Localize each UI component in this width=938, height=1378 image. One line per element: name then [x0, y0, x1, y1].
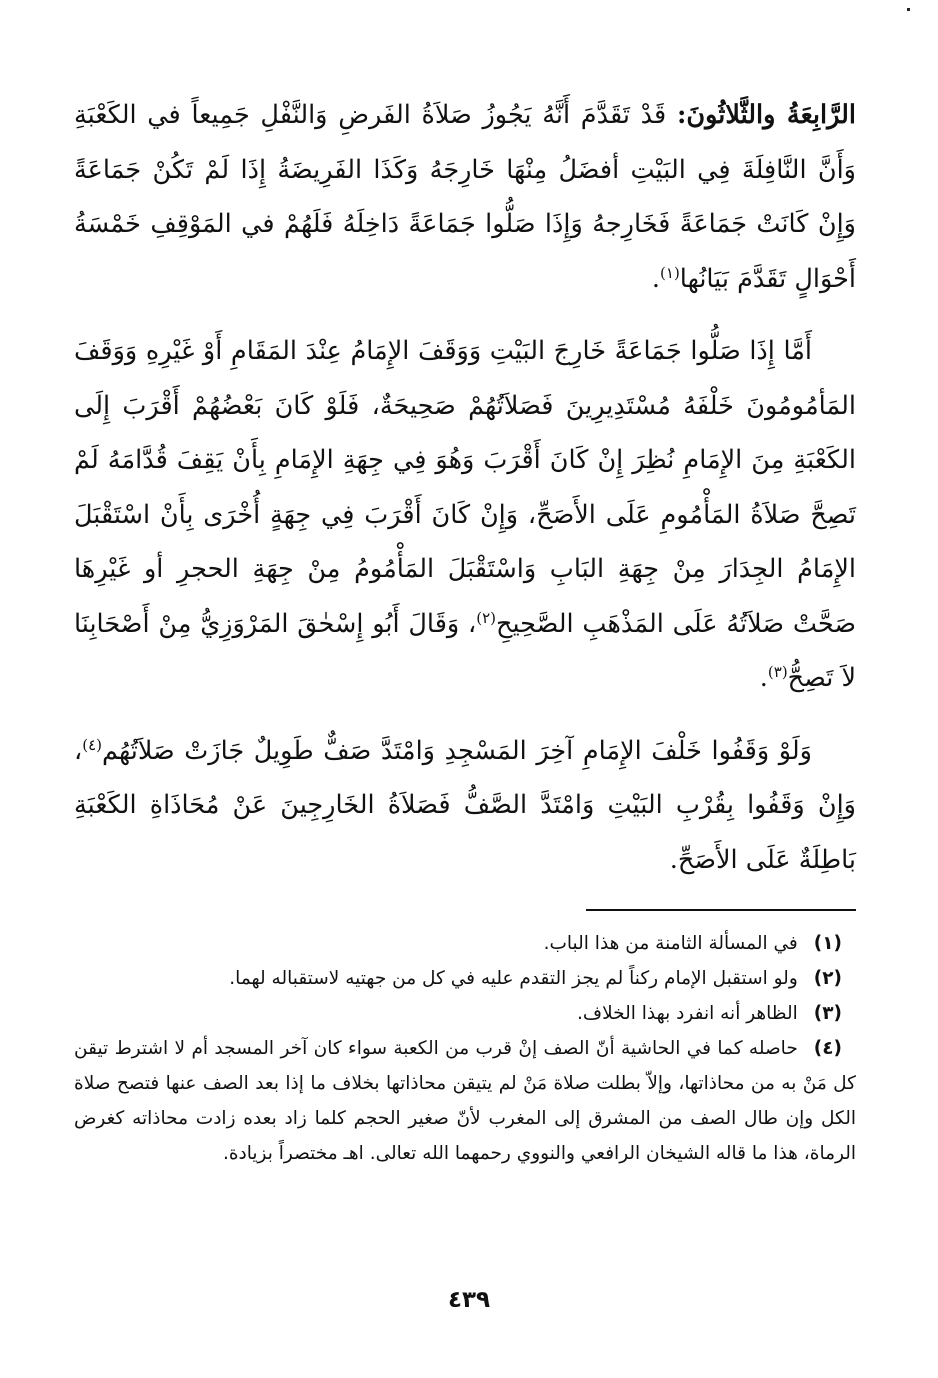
footnote-ref-4: (٤) — [82, 735, 103, 754]
paragraph-1-text: قَدْ تَقَدَّمَ أَنَّهُ يَجُوزُ صَلاَةُ الفَرضِ وَالنَّفْلِ جَمِيعاً في الكَعْبَةِ وَأَنَّ النَّافِلَةَ فِي البَيْتِ أفضَلُ مِنْهَا خَارِجَهُ وَكَذَا الفَرِيضَةُ إِذَا لَمْ تَكُنْ جَمَاعَةً وَإِنْ كَانَتْ جَمَاعَةً فَخَارِجهُ وَإِذَا صَلُّوا جَمَاعَةً دَاخِلَهُ فَلَهُمْ في المَوْقِفِ خَمْسَةُ أَحْوَالٍ تَقَدَّمَ بَيَانُها — [74, 100, 856, 294]
page-number: ٤٣٩ — [447, 1287, 491, 1313]
paragraph-2-text-a: أَمَّا إِذَا صَلُّوا جَمَاعَةً خَارِجَ البَيْتِ وَوَقَفَ الإِمَامُ عِنْدَ المَقَامِ أَوْ غَيْرِهِ وَوَقَفَ المَأمُومُونَ خَلْفَهُ مُسْتَدِيرِينَ فَصَلاَتُهُمْ صَحِيحَةٌ، فَلَوْ كَانَ بَعْضُهُمْ أَقْرَبَ إِلَى الكَعْبَةِ مِنَ الإِمَامِ نُظِرَ إِنْ كَانَ أَقْرَبَ وَهُوَ فِي جِهَةِ الإِمَامِ بِأَنْ يَقِفَ قُدَّامَهُ لَمْ تَصِحَّ صَلاَةُ المَأْمُومِ عَلَى الأَصَحِّ، وَإِنْ كَانَ أَقْرَبَ فِي جِهَةٍ أُخْرَى بِأَنْ اسْتَقْبَلَ الإِمَامُ الجِدَارَ مِنْ جِهَةِ البَابِ وَاسْتَقْبَلَ المَأْمُومُ مِنْ جِهَةِ الحجرِ أو غَيْرِهَا صَحَّتْ صَلاَتُهُ عَلَى المَذْهَبِ الصَّحِيحِ — [74, 336, 856, 639]
footnote-ref-3: (٣) — [767, 663, 788, 681]
footnote-ref-1: (١) — [660, 263, 680, 282]
footnote-separator — [586, 909, 856, 911]
paragraph-3-text-b: ، وَإِنْ وَقَفُوا بِقُرْبِ البَيْتِ وَامْتَدَّ الصَّفُّ فَصَلاَةُ الخَارِجِينَ عَنْ مُحَاذَاةِ الكَعْبَةِ بَاطِلَةٌ عَلَى الأَصَحِّ. — [74, 735, 856, 875]
paragraph-2-end: . — [759, 663, 768, 693]
paragraph-1-end: . — [651, 263, 661, 294]
footnote-number: (١) — [813, 933, 842, 954]
footnote-3 — [74, 996, 856, 1031]
paragraph-2-text-b: ، وَقَالَ أَبُو إِسْحٰقَ المَرْوَزِيُّ مِنْ أَصْحَابِنَا لاَ تَصِحُّ — [74, 608, 856, 693]
footnote-2 — [74, 961, 856, 996]
scan-speck — [907, 8, 910, 11]
section-heading: الرَّابِعَةُ والثَّلاثُونَ: — [676, 100, 856, 130]
paragraph-2 — [74, 324, 856, 706]
paragraph-3 — [74, 724, 856, 888]
footnote-text: الظاهر أنه انفرد بهذا الخلاف. — [577, 1003, 798, 1024]
footnote-4 — [74, 1031, 856, 1171]
paragraph-3-text-a: وَلَوْ وَقَفُوا خَلْفَ الإِمَامِ آخِرَ المَسْجِدِ وَامْتَدَّ صَفٌّ طَوِيلٌ جَازَتْ صَلاَتُهُم — [102, 735, 812, 766]
footnote-number: (٤) — [813, 1038, 842, 1059]
footnote-number: (٣) — [813, 1003, 842, 1024]
main-text — [74, 88, 856, 887]
footnote-1 — [74, 926, 856, 961]
footnote-text: في المسألة الثامنة من هذا الباب. — [543, 933, 798, 954]
footnote-number: (٢) — [813, 968, 842, 989]
footnotes — [74, 926, 856, 1171]
footnote-text: حاصله كما في الحاشية أنّ الصف إنْ قرب من الكعبة سواء كان آخر المسجد أم لا اشترط تيقن كل مَنْ به من محاذاتها، وإلاّ بطلت صلاة مَنْ لم يتيقن محاذاتها بخلاف ما إذا بعد الصف عنها فتصح صلاة الكل وإن طال الصف من المشرق إلى المغرب لأنّ صغير الحجم كلما زاد بعده زادت محاذاته كغرض الرماة، هذا ما قاله الشيخان الرافعي والنووي رحمهما الله تعالى. اهـ مختصراً بزيادة. — [74, 1038, 856, 1164]
paragraph-1 — [74, 88, 856, 306]
footnote-ref-2: (٢) — [476, 608, 497, 627]
footnote-text: ولو استقبل الإمام ركناً لم يجز التقدم عليه في كل من جهتيه لاستقباله لهما. — [229, 968, 798, 989]
